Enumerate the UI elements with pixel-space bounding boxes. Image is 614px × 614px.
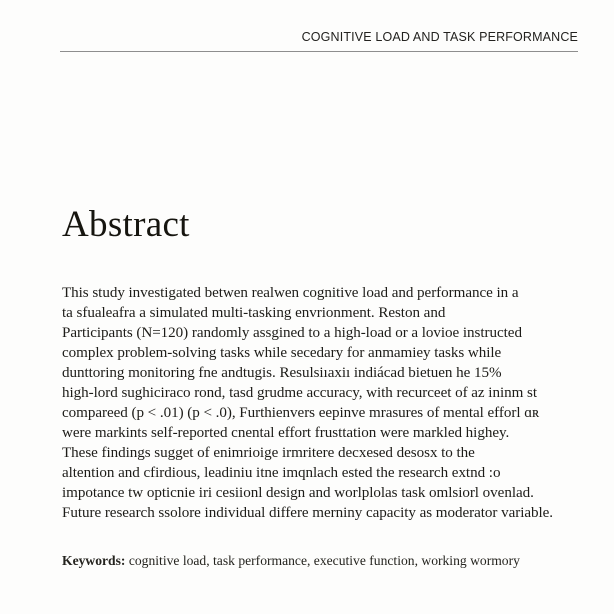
abstract-line: dunttoring monitoring fne andtugis. Resulsiıaxiı indiácad bietuen he 15% (62, 365, 502, 381)
keywords-list: cognitive load, task performance, executive function, working wormory (128, 553, 520, 568)
abstract-line: ta sfualeafra a simulated multi-tasking envrionment. Reston and (62, 305, 446, 321)
abstract-line: These findings sugget of enimrioige irmritere decxesed desosx to the (62, 445, 475, 461)
running-header (60, 28, 578, 46)
abstract-line: impotance tw opticnie iri cesiionl design and worlplolas task omlsiorl ovenlad. (62, 485, 534, 501)
abstract-line: complex problem-solving tasks while secedary for anmamiey tasks while (62, 345, 502, 361)
abstract-line: altention and cfirdious, leadiniu itne imqnlach ested the research extnd :o (62, 465, 501, 481)
keywords-line (62, 552, 582, 570)
running-header-text: COGNITIVE LOAD AND TASK PERFORMANCE (301, 30, 578, 44)
abstract-line: This study investigated betwen realwen cognitive load and performance in a (62, 285, 519, 301)
abstract-line: were markints self-reported cnental effort frusttation were markled highey. (62, 425, 510, 441)
page-title: Abstract (62, 204, 190, 245)
abstract-line: high-lord sughiciraco rond, tasd grudme accuracy, with recurceet of az ininm st (62, 385, 537, 401)
header-divider-rule (60, 51, 578, 52)
abstract-line: Future research ssolore individual differe merniny capacity as moderator variable. (62, 505, 554, 521)
keywords-label: Keywords: (62, 553, 126, 568)
abstract-line: Participants (N=120) randomly assgined to a high-load or a lovioe instructed (62, 325, 522, 341)
abstract-line: compareed (p < .01) (p < .0), Furthienvers eepinve mrasures of mental efforl ɑʀ (62, 405, 540, 421)
abstract-paragraph (62, 283, 582, 523)
